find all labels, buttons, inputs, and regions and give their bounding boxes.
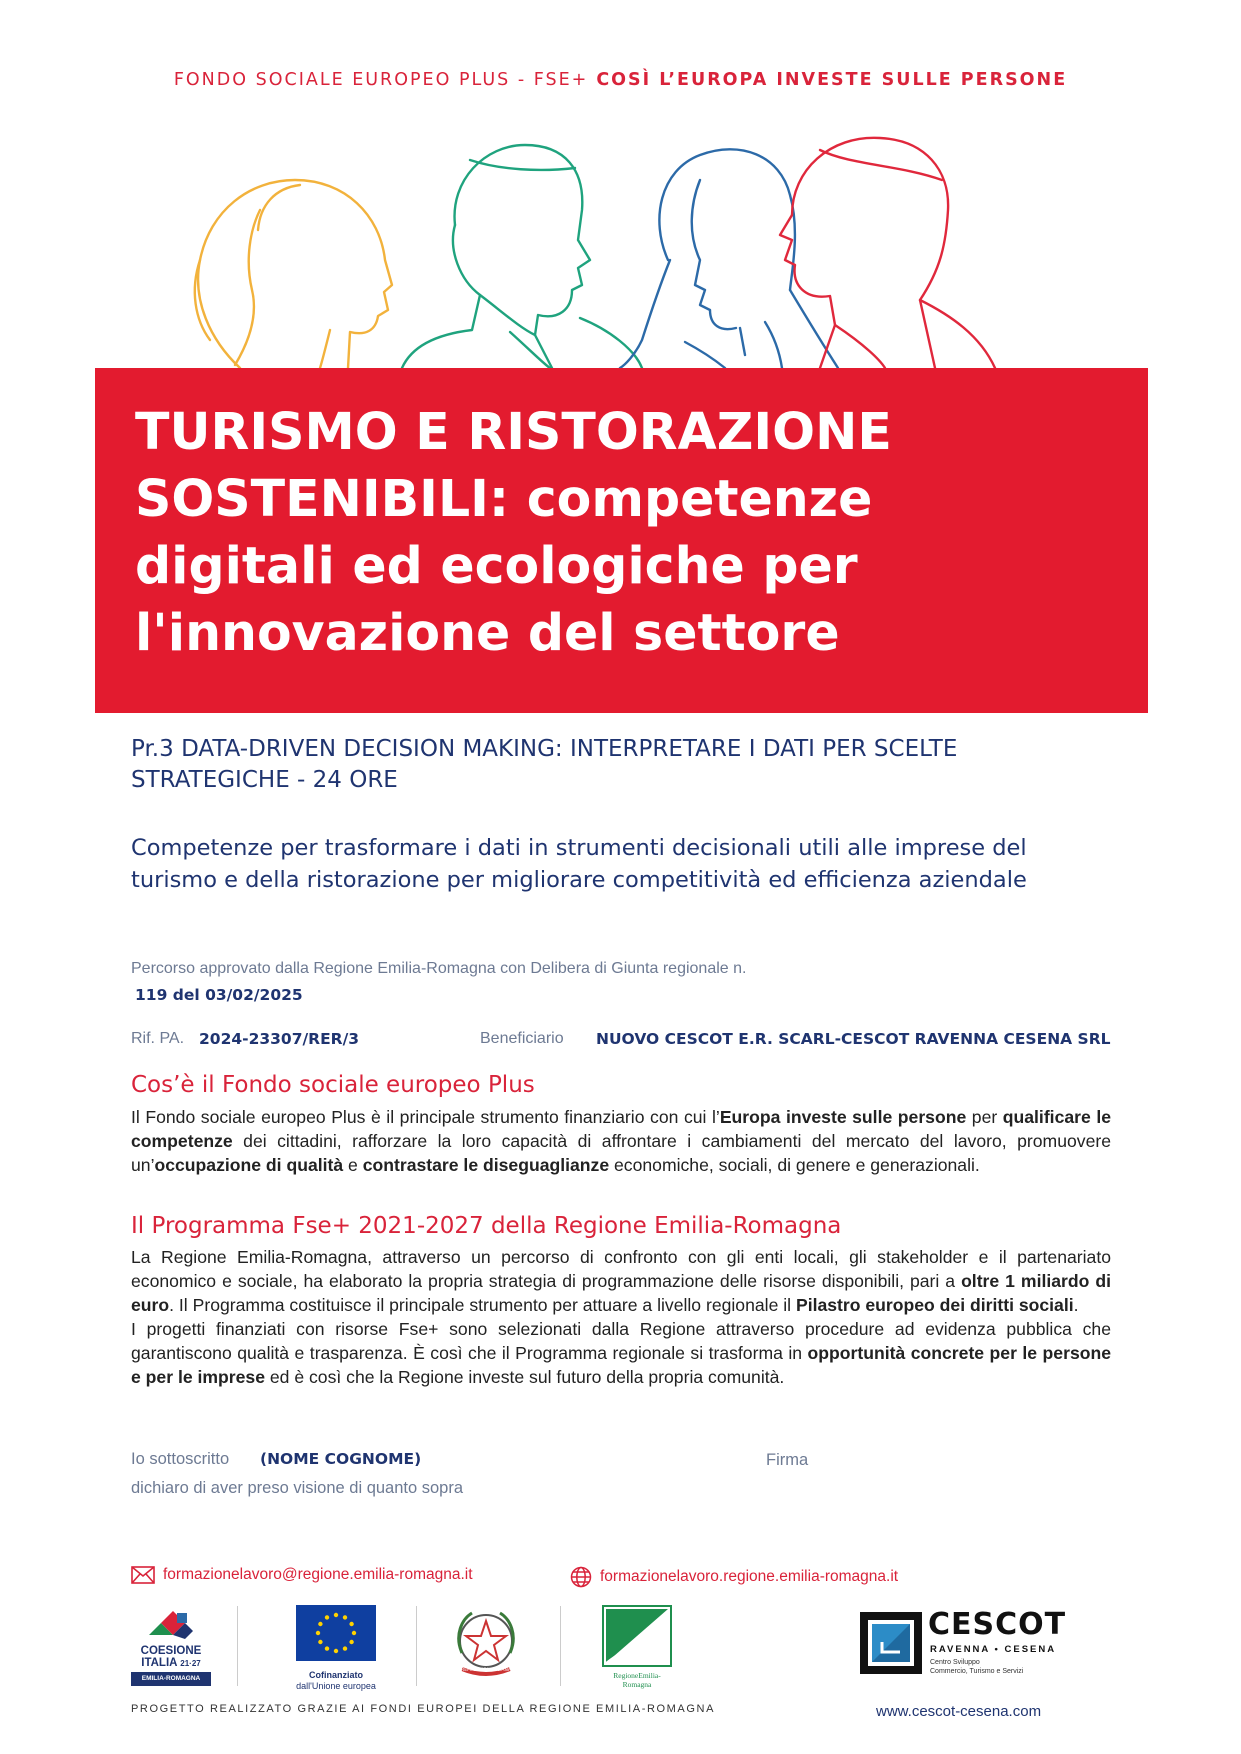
eu-line-2: dall'Unione europea <box>296 1681 376 1691</box>
title-line-3: digitali ed ecologiche per <box>135 536 858 595</box>
repubblica-ribbon-text: REPUBBLICA ITALIANA <box>461 1668 511 1673</box>
email-link[interactable]: formazionelavoro@regione.emilia-romagna.it <box>163 1566 473 1583</box>
course-title: Pr.3 DATA-DRIVEN DECISION MAKING: INTERPRETARE I DATI PER SCELTE STRATEGICHE - 24 ORE <box>131 736 958 793</box>
website-link[interactable]: formazionelavoro.regione.emilia-romagna.it <box>600 1568 899 1585</box>
cescot-subtitle: RAVENNA • CESENA <box>930 1644 1057 1655</box>
rif-pa-label: Rif. PA. <box>131 1030 185 1047</box>
declaration-text: dichiaro di aver preso visione di quanto sopra <box>131 1479 464 1497</box>
tagline-fund-name: FONDO SOCIALE EUROPEO PLUS - FSE+ <box>173 70 589 90</box>
beneficiario-label: Beneficiario <box>480 1030 564 1047</box>
email-contact[interactable] <box>131 1566 473 1584</box>
face-green-man <box>402 145 642 368</box>
envelope-icon <box>131 1566 155 1584</box>
cescot-desc-1: Centro Sviluppo <box>930 1659 980 1666</box>
title-line-4: l'innovazione del settore <box>135 603 840 662</box>
globe-icon <box>570 1566 592 1588</box>
delibera-number: 119 del 03/02/2025 <box>135 986 303 1004</box>
cescot-desc-2: Commercio, Turismo e Servizi <box>930 1668 1024 1675</box>
regione-name: RegioneEmilia-Romagna <box>613 1671 661 1689</box>
tagline-slogan: COSÌ L’EUROPA INVESTE SULLE PERSONE <box>596 70 1068 90</box>
section-programma-heading: Il Programma Fse+ 2021-2027 della Regione Emilia-Romagna <box>131 1213 842 1239</box>
firma-label: Firma <box>766 1451 809 1469</box>
footer-note: PROGETTO REALIZZATO GRAZIE AI FONDI EUROPEI DELLA REGIONE EMILIA-ROMAGNA <box>131 1703 716 1715</box>
title-banner <box>95 368 1148 713</box>
eu-line-1: Cofinanziato <box>309 1670 363 1680</box>
coesione-region: EMILIA-ROMAGNA <box>131 1672 211 1686</box>
face-yellow-woman <box>195 180 392 368</box>
website-contact[interactable] <box>570 1566 898 1588</box>
cescot-mark-icon <box>860 1612 922 1674</box>
beneficiario-value: NUOVO CESCOT E.R. SCARL-CESCOT RAVENNA CESENA SRL <box>596 1030 1111 1048</box>
course-program-title <box>135 398 1115 666</box>
coesione-italia-logo <box>131 1605 211 1685</box>
title-line-1: TURISMO E RISTORAZIONE <box>135 402 892 461</box>
people-illustration <box>180 110 1010 380</box>
header-tagline <box>0 70 1241 90</box>
face-red-man <box>780 138 995 368</box>
coesione-line-1: COESIONE <box>140 1645 202 1657</box>
regione-flag-icon <box>602 1605 672 1667</box>
logo-divider <box>560 1606 561 1686</box>
logo-divider <box>237 1606 238 1686</box>
coesione-arrows-icon <box>131 1605 211 1641</box>
cescot-website-link[interactable]: www.cescot-cesena.com <box>876 1703 1042 1720</box>
face-blue-woman <box>620 149 838 368</box>
rif-pa-value: 2024-23307/RER/3 <box>199 1030 360 1048</box>
section-fse-paragraph: Il Fondo sociale europeo Plus è il principale strumento finanziario con cui l’Europa investe sulle persone per qualificare le competenze dei cittadini, rafforzare la loro capacità di affrontare i cambiamenti del mercato del lavoro, promuovere un’occupazione di qualità e contrastare le diseguaglianze economiche, sociali, di genere e generazionali. <box>131 1107 1111 1175</box>
logo-divider <box>416 1606 417 1686</box>
section-programma-paragraph: La Regione Emilia-Romagna, attraverso un percorso di confronto con gli enti locali, gli stakeholder e il partenariato economico e sociale, ha elaborato la propria strategia di programmazione delle risorse disponibili, pari a oltre 1 miliardo di euro. Il Programma costituisce il principale strumento per attuare a livello regionale il Pilastro europeo dei diritti sociali. I progetti finanziati con risorse Fse+ sono selezionati dalla Regione attraverso procedure ad evidenza pubblica che garantiscono qualità e trasparenza. È così che il Programma regionale si trasforma in opportunità concrete per le persone e per le imprese ed è così che la Regione investe sul futuro della propria comunità. <box>131 1247 1112 1387</box>
eu-cofinanziato-logo <box>286 1605 386 1692</box>
repubblica-italiana-emblem <box>448 1605 528 1685</box>
coesione-line-2: ITALIA <box>141 1657 178 1669</box>
sottoscritto-label: Io sottoscritto <box>131 1450 230 1468</box>
course-description: Competenze per trasformare i dati in strumenti decisionali utili alle imprese del turismo e della ristorazione per migliorare competitività ed efficienza aziendale <box>131 835 1027 893</box>
cescot-name: CESCOT <box>928 1607 1067 1642</box>
eu-flag-icon <box>296 1605 376 1661</box>
regione-emilia-romagna-logo <box>602 1605 682 1689</box>
approval-text: Percorso approvato dalla Regione Emilia-Romagna con Delibera di Giunta regionale n. <box>131 960 747 977</box>
section-fse-heading: Cos’è il Fondo sociale europeo Plus <box>131 1072 535 1098</box>
title-line-2: SOSTENIBILI: competenze <box>135 469 873 528</box>
name-placeholder-field[interactable]: (NOME COGNOME) <box>260 1450 422 1468</box>
coesione-years: 21·27 <box>180 1659 201 1668</box>
